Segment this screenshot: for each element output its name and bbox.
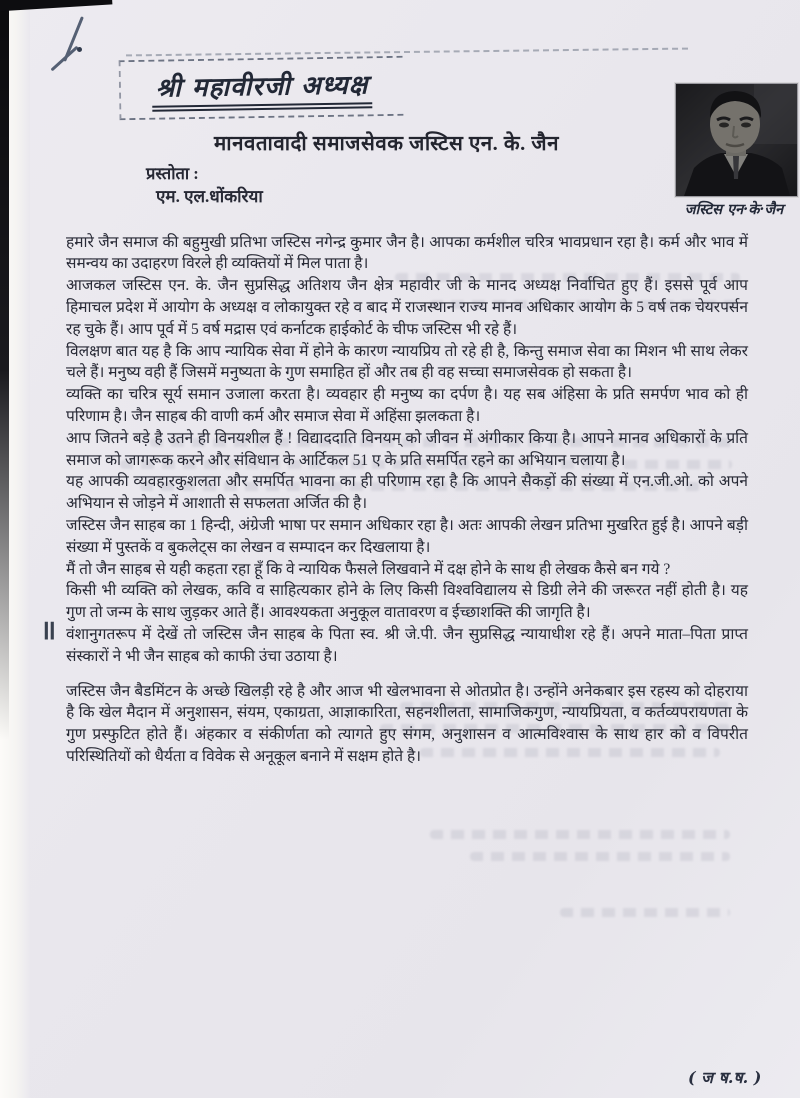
- pen-mark-dot: [77, 47, 82, 52]
- paragraph: यह आपकी व्यवहारकुशलता और समर्पित भावना का ही परिणाम रहा है कि आपने सैकड़ों की संख्या में एन.जी.ओ. को अपने अभियान से जोड़ने में आशाती से सफलता अर्जित की है।: [66, 473, 748, 513]
- pen-stroke: [50, 46, 78, 72]
- handwritten-header-box: [119, 56, 404, 120]
- paragraph: विलक्षण बात यह है कि आप न्यायिक सेवा में होने के कारण न्यायप्रिय तो रहे ही है, किन्तु समाज सेवा का मिशन भी साथ लेकर चले हैं। मनुष्य वही हैं जिसमें मनुष्यता के गुण समाहित हों और तब ही वह सच्चा समाजसेवक हो सकता है।: [66, 342, 748, 382]
- photo-caption: जस्टिस एन·के·जैन: [684, 201, 784, 218]
- scan-shadow-left: [0, 0, 9, 740]
- handwritten-header-text: श्री महावीरजी अध्यक्ष: [151, 65, 372, 111]
- dashed-rule: [126, 48, 688, 57]
- bleedthrough-ghost-text: [430, 830, 730, 839]
- bleedthrough-ghost-text: [560, 908, 730, 917]
- handwritten-margin-mark: ॥: [40, 614, 57, 646]
- presenter-label: प्रस्तोता :: [146, 164, 199, 183]
- paragraph: व्यक्ति का चरित्र सूर्य समान उजाला करता है। व्यवहार ही मनुष्य का दर्पण है। यह सब अंहिसा के प्रति समर्पण भाव को ही परिणाम है। जैन साहब की वाणी कर्म और समाज सेवा में अहिंसा झलकता है।: [66, 386, 748, 425]
- handwritten-closing-mark: ( ज ष.ष. ): [688, 1068, 762, 1087]
- paragraph: मैं तो जैन साहब से यही कहता रहा हूँ कि वे न्यायिक फैसले लिखवाने में दक्ष होने के साथ ही लेखक कैसे बन गये ?: [66, 560, 671, 578]
- article-title: मानवतावादी समाजसेवक जस्टिस एन. के. जैन: [214, 133, 559, 155]
- paragraph: आजकल जस्टिस एन. के. जैन सुप्रसिद्ध अतिशय जैन क्षेत्र महावीर जी के मानद अध्यक्ष निर्वाचित हुए हैं। इससे पूर्व आप हिमाचल प्रदेश में आयोग के अध्यक्ष व लोकायुक्त रहे व बाद में राजस्थान राज्य मानव अधिकार आयोग के 5 वर्ष तक चेयरपर्सन रह चुके हैं। आप पूर्व में 5 वर्ष मद्रास एवं कर्नाटक हाईकोर्ट के चीफ जस्टिस भी रहे हैं।: [66, 277, 748, 338]
- paragraph: जस्टिस जैन बैडमिंटन के अच्छे खिलड़ी रहे है और आज भी खेलभावना से ओतप्रोत है। उन्होंने अनेकबार इस रहस्य को दोहराया है कि खेल मैदान में अनुशासन, संयम, एकाग्रता, आज्ञाकारिता, सहनशीलता, सामाजिकगुण, न्यायप्रियता, व कर्तव्यपरायणता के गुण प्रस्फुटित होते हैं। अंहकार व संकीर्णता को त्यागते हुए संगम, अनुशासन व आत्मविश्वास के साथ हार को व विपरीत परिस्थितियों को धैर्यता व विवेक से अनूकूल बनाने में सक्षम होते है।: [66, 682, 748, 765]
- paragraph-with-margin-mark: [40, 614, 748, 668]
- article-body: [40, 131, 748, 768]
- paragraph: किसी भी व्यक्ति को लेखक, कवि व साहित्यकार होने के लिए किसी विश्वविद्यालय से डिग्री लेने की जरूरत नहीं होती है। यह गुण तो जन्म के साथ जुड़कर आते हैं। आवश्यकता अनुकूल वातावरण व ईच्छाशक्ति की जागृति है।: [66, 582, 748, 622]
- paragraph: जस्टिस जैन साहब का 1 हिन्दी, अंग्रेजी भाषा पर समान अधिकार रहा है। अतः आपकी लेखन प्रतिभा मुखरित हुई है। आपने बड़ी संख्या में पुस्तकें व बुकलेट्स का लेखन व सम्पादन कर दिखलाया है।: [66, 516, 748, 556]
- presenter-name: एम. एल.धोंकरिया: [156, 186, 263, 206]
- bleedthrough-ghost-text: [470, 852, 730, 861]
- scan-shadow-top: [0, 0, 112, 12]
- paragraph: वंशानुगतरूप में देखें तो जस्टिस जैन साहब के पिता स्व. श्री जे.पी. जैन सुप्रसिद्ध न्यायाधीश रहे हैं। अपने माता–पिता प्राप्त संस्कारों ने भी जैन साहब को काफी उंचा उठाया है।: [66, 625, 748, 665]
- paragraph: आप जितने बड़े है उतने ही विनयशील हैं ! विद्याददाति विनयम् को जीवन में अंगीकार किया है। आपने मानव अधिकारों के प्रति समाज को जागरूक करने और संविधान के आर्टिकल 51 ए के प्रति समर्पित रहने का अभियान चलाया है।: [66, 429, 748, 469]
- paragraph: हमारे जैन समाज की बहुमुखी प्रतिभा जस्टिस नगेन्द्र कुमार जैन है। आपका कर्मशील चरित्र भावप्रधान रहा है। कर्म और भाव में समन्वय का उदाहरण विरले ही व्यक्तियों में मिल पाता है।: [66, 233, 748, 273]
